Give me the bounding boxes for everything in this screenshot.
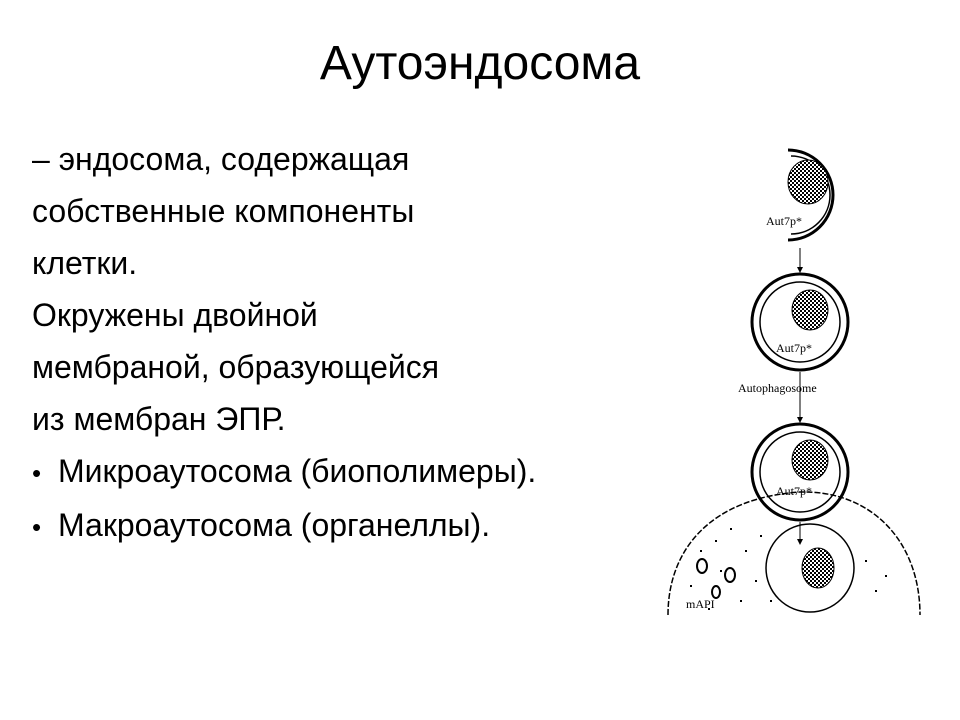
bullet-microautosome-text: Микроаутосома (биополимеры). bbox=[58, 453, 537, 489]
docking-autophagosome-stage bbox=[752, 424, 848, 520]
bullet-macroautosome-text: Макроаутосома (органеллы). bbox=[58, 507, 491, 543]
bullet-icon: • bbox=[32, 458, 42, 488]
mapi-particles-icon bbox=[697, 559, 735, 598]
vacuole bbox=[668, 492, 920, 615]
definition-line-1: – эндосома, содержащая bbox=[32, 141, 410, 177]
speckles-icon bbox=[690, 528, 887, 610]
autophagosome-stage bbox=[752, 274, 848, 370]
bullet-icon: • bbox=[32, 512, 42, 542]
cargo-icon bbox=[802, 548, 834, 588]
body-text bbox=[32, 133, 712, 553]
slide-title: Аутоэндосома bbox=[319, 37, 641, 90]
isolation-membrane-stage bbox=[766, 150, 833, 240]
aut7p-label-2: Aut7p* bbox=[776, 341, 812, 355]
definition-line-3: клетки. bbox=[32, 245, 138, 281]
membrane-line-3: из мембран ЭПР. bbox=[32, 401, 286, 437]
aut7p-label-1: Aut7p* bbox=[766, 214, 802, 228]
membrane-line-2: мембраной, образующейся bbox=[32, 349, 440, 385]
bullet-macroautosome bbox=[32, 499, 712, 553]
autophagosome-label: Autophagosome bbox=[738, 381, 817, 395]
definition-line-2: собственные компоненты bbox=[32, 193, 415, 229]
cargo-icon bbox=[792, 440, 828, 480]
cargo-icon bbox=[788, 160, 828, 204]
mapi-label: mAPI bbox=[686, 597, 715, 611]
cargo-icon bbox=[792, 290, 828, 330]
membrane-line-1: Окружены двойной bbox=[32, 297, 318, 333]
autophagy-diagram bbox=[660, 130, 930, 620]
bullet-microautosome bbox=[32, 445, 712, 499]
aut7p-label-3: Aut7p* bbox=[776, 484, 812, 498]
